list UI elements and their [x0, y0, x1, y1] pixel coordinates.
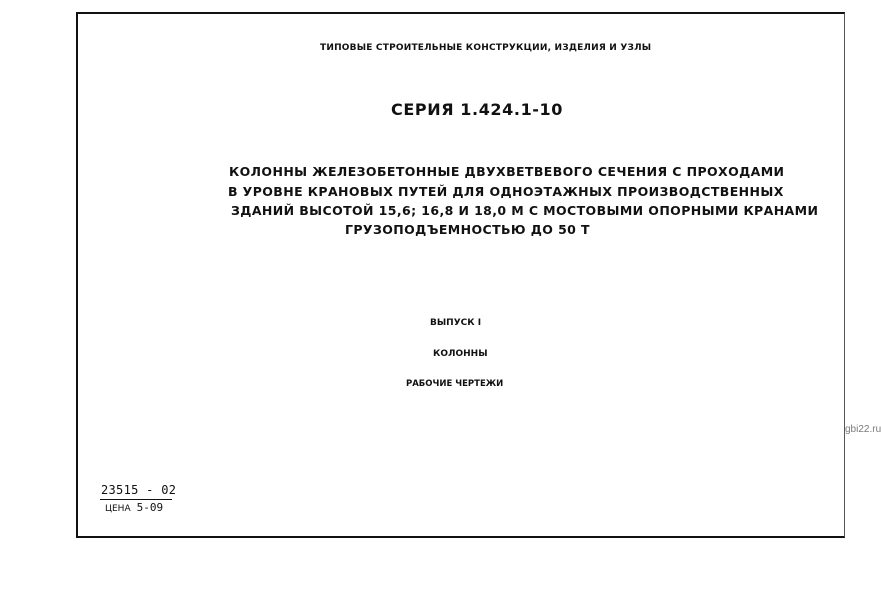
- volume-subtitle: КОЛОННЫ: [433, 349, 488, 359]
- header-text: ТИПОВЫЕ СТРОИТЕЛЬНЫЕ КОНСТРУКЦИИ, ИЗДЕЛИЯ И УЗЛЫ: [320, 43, 652, 53]
- title-line-3: ЗДАНИЙ ВЫСОТОЙ 15,6; 16,8 И 18,0 М С МОСТОВЫМИ ОПОРНЫМИ КРАНАМИ: [231, 203, 819, 218]
- drawings-label: РАБОЧИЕ ЧЕРТЕЖИ: [406, 379, 504, 389]
- price-value: 5-09: [136, 501, 164, 514]
- title-line-1: КОЛОННЫ ЖЕЛЕЗОБЕТОННЫЕ ДВУХВЕТВЕВОГО СЕЧЕНИЯ С ПРОХОДАМИ: [229, 164, 785, 179]
- order-code-underline: [100, 499, 172, 500]
- price-label: ЦЕНА: [105, 504, 131, 514]
- price-block: [105, 501, 163, 514]
- issue-label: ВЫПУСК I: [430, 318, 482, 328]
- watermark-link[interactable]: gbi22.ru: [845, 424, 881, 435]
- title-line-2: В УРОВНЕ КРАНОВЫХ ПУТЕЙ ДЛЯ ОДНОЭТАЖНЫХ ПРОИЗВОДСТВЕННЫХ: [228, 184, 784, 199]
- title-line-4: ГРУЗОПОДЪЕМНОСТЬЮ ДО 50 Т: [345, 222, 590, 237]
- series-number: СЕРИЯ 1.424.1-10: [391, 100, 564, 119]
- sheet-frame: [76, 12, 845, 538]
- order-code: 23515 - 02: [101, 483, 177, 497]
